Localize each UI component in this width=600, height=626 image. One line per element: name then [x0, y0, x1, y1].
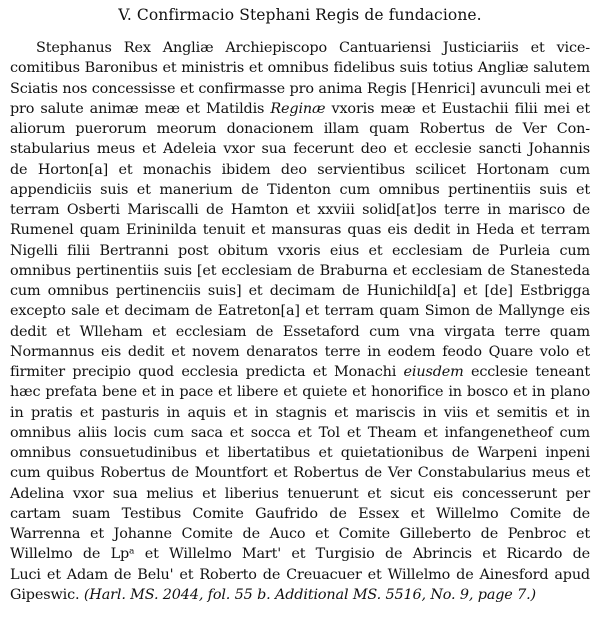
- text-line: dedit et Wlleham et ecclesiam de Essetaford cum vna virgata terre quam: [10, 323, 590, 340]
- text-line: omnibus aliis locis cum saca et socca et Tol et Theam et infangenetheof cum: [10, 424, 590, 441]
- text-line: Luci et Adam de Belu' et Roberto de Creuacuer et Willelmo de Ainesford apud: [10, 566, 590, 583]
- source-citation: (Harl. MS. 2044, fol. 55 b. Additional MS. 5516, No. 9, page 7.): [83, 586, 536, 603]
- text-line: Gipeswic. (Harl. MS. 2044, fol. 55 b. Additional MS. 5516, No. 9, page 7.): [10, 586, 536, 603]
- text-line: terram Osberti Mariscalli de Hamton et xxviii solid[at]os terre in marisco de: [10, 202, 590, 218]
- italic-word: Reginæ: [270, 100, 326, 117]
- text-line: Willelmo de Lpᵃ et Willelmo Mart' et Turgisio de Abrincis et Ricardo de: [10, 546, 590, 563]
- text-line: Stephanus Rex Angliæ Archiepiscopo Cantuariensi Justiciariis et vice-: [36, 40, 590, 56]
- text-line: stabularius meus et Adeleia vxor sua fecerunt deo et ecclesie sancti Johannis: [10, 141, 590, 158]
- text-line: Rumenel quam Erininilda tenuit et mansuras quas eis dedit in Heda et terram: [10, 222, 590, 239]
- document-title: V. Confirmacio Stephani Regis de fundacione.: [118, 6, 482, 24]
- text-line: cum quibus Robertus de Mountfort et Robertus de Ver Constabularius meus et: [10, 465, 590, 482]
- italic-word: eiusdem: [403, 364, 464, 380]
- text-line: appendiciis suis et manerium de Tidenton cum omnibus pertinentiis suis et: [10, 181, 590, 198]
- charter-text: [10, 38, 590, 605]
- text-line: cartam suam Testibus Comite Gaufrido de Essex et Willelmo Comite de: [10, 505, 590, 522]
- text-line: Warrenna et Johanne Comite de Auco et Comite Gilleberto de Penbroc et: [10, 526, 590, 542]
- text-line: Nigelli filii Bertranni post obitum vxoris eius et ecclesiam de Purleia cum: [10, 242, 590, 259]
- text-line: de Horton[a] et monachis ibidem deo servientibus scilicet Hortonam cum: [10, 161, 590, 178]
- text-line: Adelina vxor sua melius et liberius tenuerunt et sicut eis concesserunt per: [10, 485, 590, 502]
- text-line: aliorum puerorum meorum donacionem illam quam Robertus de Ver Con-: [10, 121, 590, 137]
- text-line: pro salute animæ meæ et Matildis Reginæ vxoris meæ et Eustachii filii mei et: [10, 100, 591, 117]
- text-line: hæc prefata bene et in pace et libere et quiete et honorifice in bosco et in plano: [10, 384, 590, 401]
- text-line: cum omnibus pertinenciis suis] et decimam de Hunichild[a] et [de] Estbrigga: [10, 283, 590, 299]
- text-line: omnibus pertinentiis suis [et ecclesiam de Braburna et ecclesiam de Stanesteda: [10, 262, 590, 279]
- text-line: in pratis et pasturis in aquis et in stagnis et mariscis in viis et semitis et in: [10, 404, 590, 421]
- text-line: omnibus consuetudinibus et libertatibus et quietationibus de Warpeni inpeni: [10, 445, 590, 461]
- text-line: Normannus eis dedit et novem denaratos terre in eodem feodo Quare volo et: [10, 343, 590, 360]
- text-line: firmiter precipio quod ecclesia predicta et Monachi eiusdem ecclesie teneant: [10, 364, 590, 380]
- text-line: comitibus Baronibus et ministris et omnibus fidelibus suis totius Angliæ salutem: [10, 60, 590, 77]
- text-line: Sciatis nos concessisse et confirmasse pro anima Regis [Henrici] avunculi mei et: [10, 80, 590, 97]
- text-line: excepto sale et decimam de Eatreton[a] et terram quam Simon de Mallynge eis: [10, 303, 590, 320]
